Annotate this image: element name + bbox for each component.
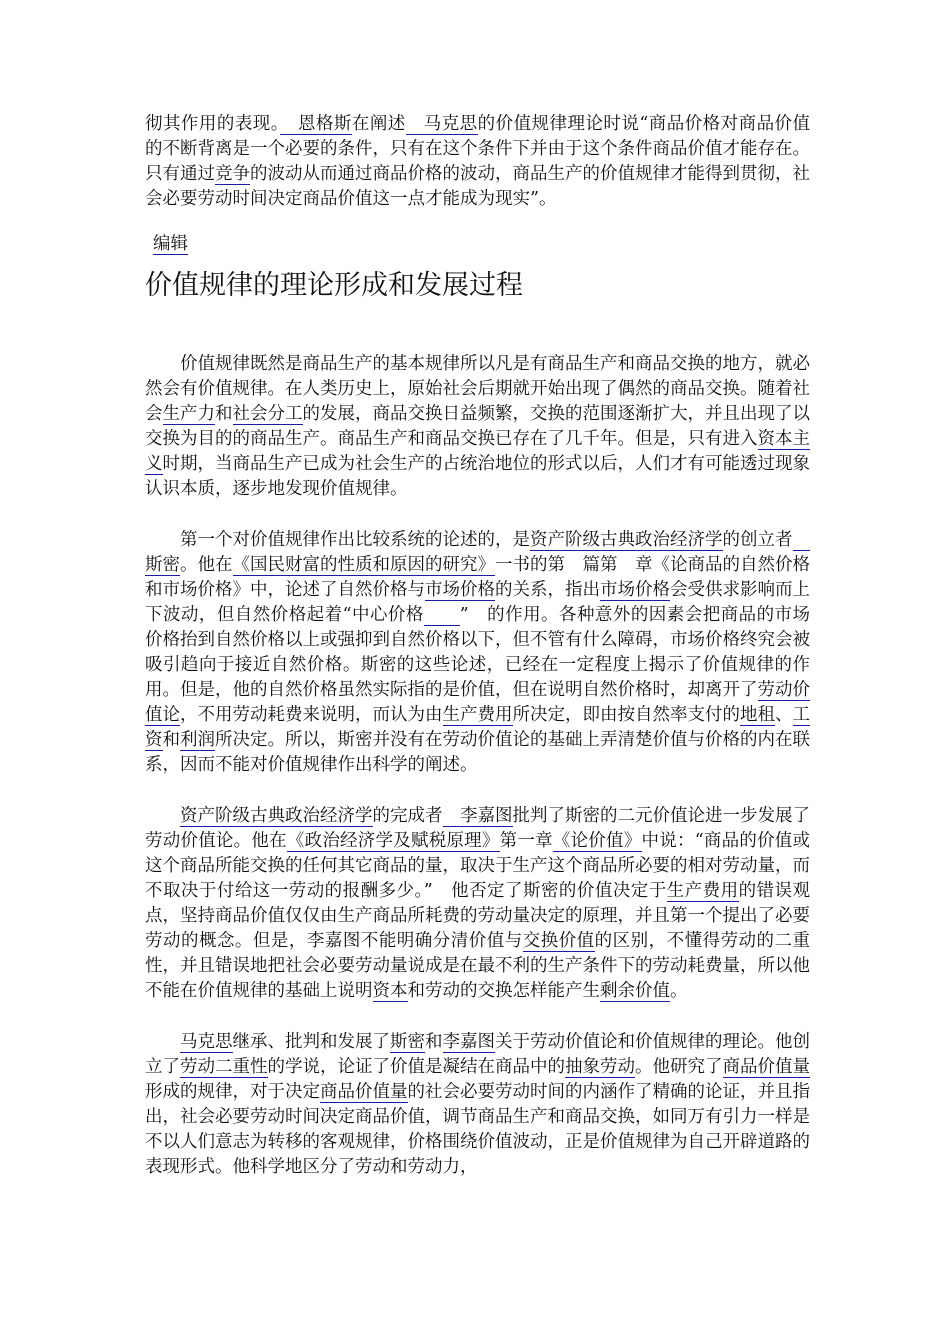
text-run: 会受供求影响而上下波动，但自然价格起着“中心价格 [145,580,810,625]
paragraph-intro [145,112,810,212]
paragraph-marx [145,1030,810,1180]
inline-link[interactable]: 市场价格 [425,580,495,600]
inline-link[interactable]: 马克思 [405,114,478,134]
text-run: 。他研究了 [635,1057,723,1077]
text-run: 第一个对价值规律作出比较系统的论述的，是 [180,530,530,550]
text-run: 一书的第 篇第 章《论商品的自然价格和市场价格》中，论述了自然价格与 [145,555,810,600]
text-run: 彻其作用的表现。 [145,114,280,134]
inline-link[interactable]: 生产力 [162,404,215,424]
inline-link[interactable]: 资本 [372,981,408,1001]
text-run: 和劳动的交换怎样能产生 [407,981,600,1001]
inline-link[interactable]: 资产阶级古典政治经济学 [530,530,723,550]
inline-link[interactable] [424,605,460,626]
edit-link[interactable]: 编辑 [153,234,188,254]
inline-link[interactable]: 商品价值量 [320,1082,408,1102]
text-run: 所决定。所以，斯密并没有在劳动价值论的基础上弄清楚价值与价格的内在联系，因而不能对价值规律作出科学的阐述。 [145,730,810,775]
text-run: 在阐述 [351,114,406,134]
text-run: 的价值规律理论时说“商品价格对商品价值的不断背离是一个必要的条件，只有在这个条件下并由于这个条件商品价值才能存在。只有通过 [145,114,811,184]
text-run: 的创立者 [722,530,793,550]
inline-link[interactable]: 《国民财富的性质和原因的研究》 [232,555,495,575]
inline-link[interactable]: 李嘉图 [442,1032,495,1052]
text-run: 和 [215,404,233,424]
section-title: 价值规律的理论形成和发展过程 [145,270,523,301]
inline-link[interactable]: 劳动价值论 [145,680,810,725]
text-run: ” 的作用。各种意外的因素会把商品的市场价格抬到自然价格以上或强抑到自然价格以下，但不管有什么障碍，市场价格终究会被吸引趋向于接近自然价格。斯密的这些论述，已经在一定程度上揭示了价值规律的作用。但是，他的自然价格虽然实际指的是价值，但在说明自然价格时，却离开了 [145,605,811,700]
text-run: 。他在 [180,555,233,575]
text-run: 第一章 [499,831,553,851]
text-run: 的发展，商品交换日益频繁，交换的范围逐渐扩大，并且出现了以交换为目的的商品生产。商品生产和商品交换已存在了几千年。但是，只有进入 [145,404,810,449]
text-run: 的错误观点，坚持商品价值仅仅由生产商品所耗费的劳动量决定的原理，并且第一个提出了必要劳动的概念。但是，李嘉图不能明确分清价值与 [145,881,810,951]
inline-link[interactable]: 交换价值 [522,931,595,951]
text-run: 和 [162,730,180,750]
text-run: 的社会必要劳动时间的内涵作了精确的论证，并且指出，社会必要劳动时间决定商品价值，调节商品生产和商品交换，如同万有引力一样是不以人们意志为转移的客观规律，价格围绕价值波动，正是价值规律为自己开辟道路的表现形式。他科学地区分了劳动和劳动力， [145,1082,810,1177]
inline-link[interactable]: 社会分工 [232,404,303,424]
text-run: 的完成者 [372,806,443,826]
inline-link[interactable]: 生产费用 [666,881,739,901]
document-page [145,112,810,1180]
text-run: 关于劳动价值论和价值规律的理论。他创立了 [145,1032,810,1077]
inline-link[interactable]: 剩余价值 [600,981,670,1001]
text-run: 继承、批判和发展了 [232,1032,390,1052]
text-run: 的波动从而通过商品价格的波动，商品生产的价值规律才能得到贯彻，社会必要劳动时间决定商品价值这一点才能成为现实”。 [145,164,810,209]
inline-link[interactable]: 商品价值量 [722,1057,810,1077]
inline-link[interactable]: 市场价格 [600,580,670,600]
inline-link[interactable]: 资产阶级古典政治经济学 [180,806,373,826]
inline-link[interactable]: 劳动二重性 [180,1057,268,1077]
inline-link[interactable]: 《政治经济学及赋税原理》 [286,831,500,851]
text-run: 时期，当商品生产已成为社会生产的占统治地位的形式以后，人们才有可能透过现象认识本质，逐步地发现价值规律。 [145,454,810,499]
text-run: 的区别，不懂得劳动的二重性，并且错误地把社会必要劳动量说成是在最不利的生产条件下的劳动耗费量，所以他不能在价值规律的基础上说明 [145,931,811,1001]
paragraph-ricardo [145,804,810,1004]
text-run: 的学说，论证了价值是凝结在商品中的 [267,1057,565,1077]
text-run: 中说：“商品的价值或这个商品所能交换的任何其它商品的量，取决于生产这个商品所必要的相对劳动量，而不取决于付给这一劳动的报酬多少。” 他否定了斯密的价值决定于 [145,831,811,901]
text-run: 批判了斯密的二元价值论进一步发展了劳动价值论。他在 [145,806,810,851]
inline-link[interactable]: 斯密 [145,530,810,575]
text-run: ，不用劳动耗费来说明，而认为由 [180,705,443,725]
inline-link[interactable]: 恩格斯 [280,114,352,134]
text-run: 的关系，指出 [495,580,600,600]
text-run: 所决定，即由按自然率支付的 [512,705,740,725]
text-run: 。 [670,981,688,1001]
inline-link[interactable]: 竞争 [215,164,250,184]
inline-link[interactable]: 斯密 [390,1032,425,1052]
inline-link[interactable]: 工资 [145,705,810,750]
inline-link[interactable]: 地租 [740,705,775,725]
paragraph-origin [145,352,810,502]
inline-link[interactable]: 资本主义 [145,429,810,474]
inline-link[interactable]: 抽象劳动 [565,1057,635,1077]
inline-link[interactable]: 李嘉图 [442,806,513,826]
inline-link[interactable]: 《论价值》 [552,831,642,851]
text-run: 形成的规律，对于决定 [145,1082,320,1102]
text-run: 价值规律既然是商品生产的基本规律所以凡是有商品生产和商品交换的地方，就必然会有价值规律。在人类历史上，原始社会后期就开始出现了偶然的商品交换。随着社会 [145,354,810,424]
inline-link[interactable]: 马克思 [180,1032,233,1052]
inline-link[interactable]: 利润 [180,730,215,750]
edit-link-wrap [153,230,810,258]
inline-link[interactable]: 生产费用 [442,705,513,725]
text-run: 、 [775,705,793,725]
text-run: 和 [425,1032,443,1052]
paragraph-smith [145,528,810,778]
